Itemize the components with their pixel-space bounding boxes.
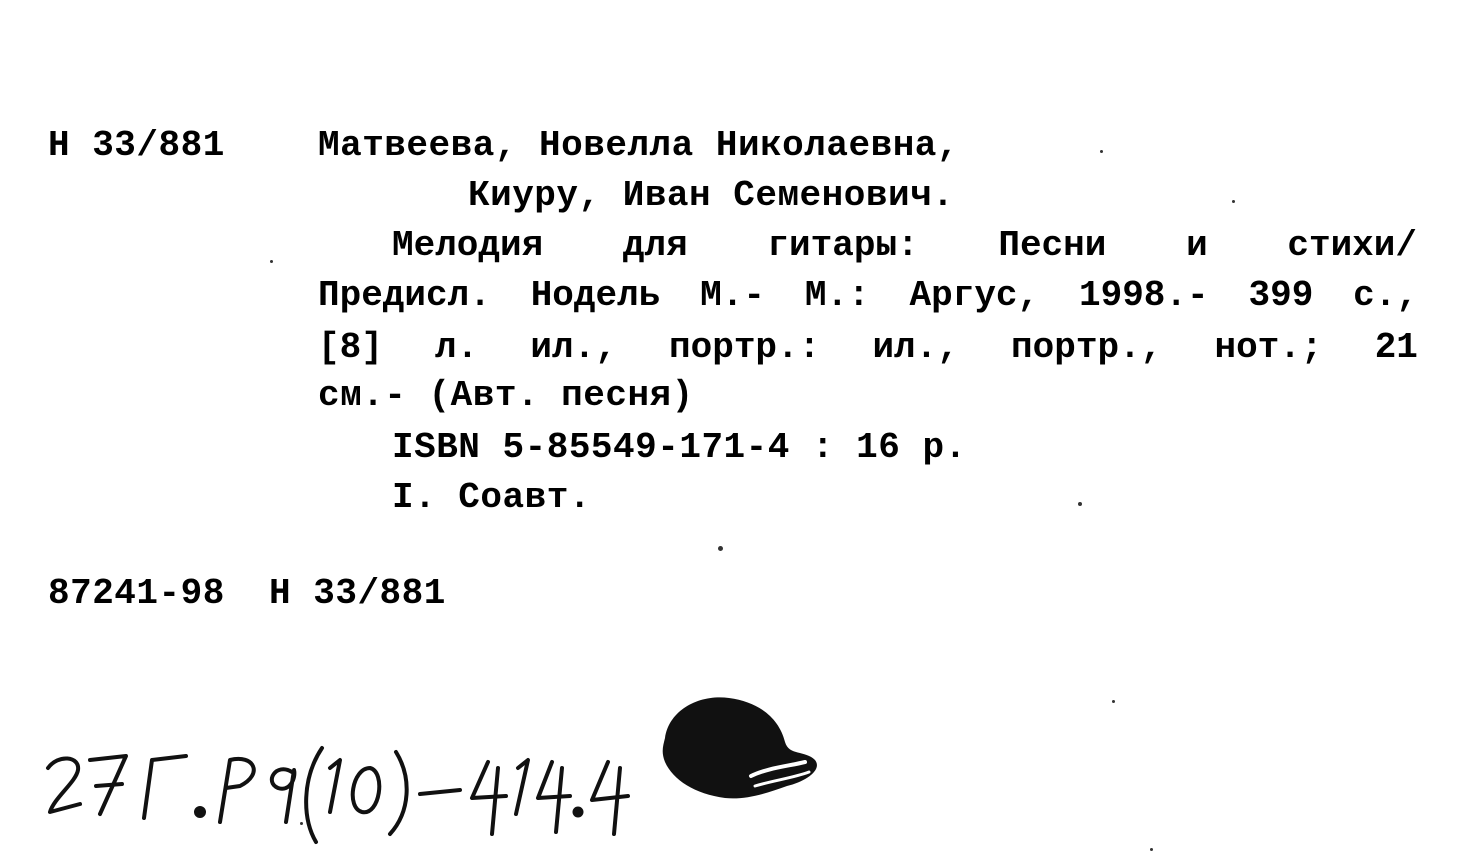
description-line-1 bbox=[392, 226, 1417, 266]
desc-word: Песни bbox=[998, 225, 1107, 266]
speck bbox=[1150, 848, 1153, 851]
speck bbox=[300, 822, 303, 825]
desc-word: стихи/ bbox=[1287, 225, 1417, 266]
ink-blot bbox=[655, 690, 825, 820]
desc-word: ил., bbox=[530, 327, 617, 368]
desc-word: и bbox=[1186, 225, 1208, 266]
coauthor-line: Киуру, Иван Семенович. bbox=[468, 175, 955, 216]
desc-word: для bbox=[622, 225, 688, 266]
speck bbox=[270, 260, 273, 263]
speck bbox=[718, 546, 723, 551]
speck bbox=[1078, 502, 1082, 506]
desc-word: ил., bbox=[872, 327, 959, 368]
desc-word: портр.: bbox=[669, 327, 821, 368]
handwritten-classification-code bbox=[40, 738, 660, 848]
desc-word: портр., bbox=[1011, 327, 1163, 368]
speck bbox=[1112, 700, 1115, 703]
description-line-2 bbox=[318, 276, 1418, 316]
inventory-line: 87241-98 Н 33/881 bbox=[48, 573, 446, 614]
desc-word: л. bbox=[435, 327, 479, 368]
desc-word: гитары: bbox=[767, 225, 919, 266]
desc-word: [8] bbox=[318, 327, 383, 368]
speck bbox=[1232, 200, 1235, 203]
tracing-line: I. Соавт. bbox=[392, 477, 591, 518]
desc-word: М.: bbox=[804, 275, 870, 316]
desc-word: Предисл. bbox=[318, 275, 491, 316]
desc-word: 21 bbox=[1374, 327, 1418, 368]
description-line-3 bbox=[318, 328, 1418, 368]
call-number: Н 33/881 bbox=[48, 125, 225, 166]
author-line: Матвеева, Новелла Николаевна, bbox=[318, 125, 960, 166]
desc-word: Аргус, bbox=[909, 275, 1040, 316]
desc-word: М.- bbox=[700, 275, 765, 316]
desc-word: Мелодия bbox=[392, 225, 544, 266]
desc-word: нот.; bbox=[1214, 327, 1323, 368]
desc-word: с., bbox=[1353, 275, 1418, 316]
desc-word: Нодель bbox=[530, 275, 661, 316]
desc-word: 1998.- bbox=[1079, 275, 1209, 316]
isbn-line: ISBN 5-85549-171-4 : 16 р. bbox=[392, 427, 967, 468]
description-line-4: см.- (Авт. песня) bbox=[318, 375, 694, 416]
desc-word: 399 bbox=[1248, 275, 1314, 316]
speck bbox=[1100, 150, 1103, 153]
